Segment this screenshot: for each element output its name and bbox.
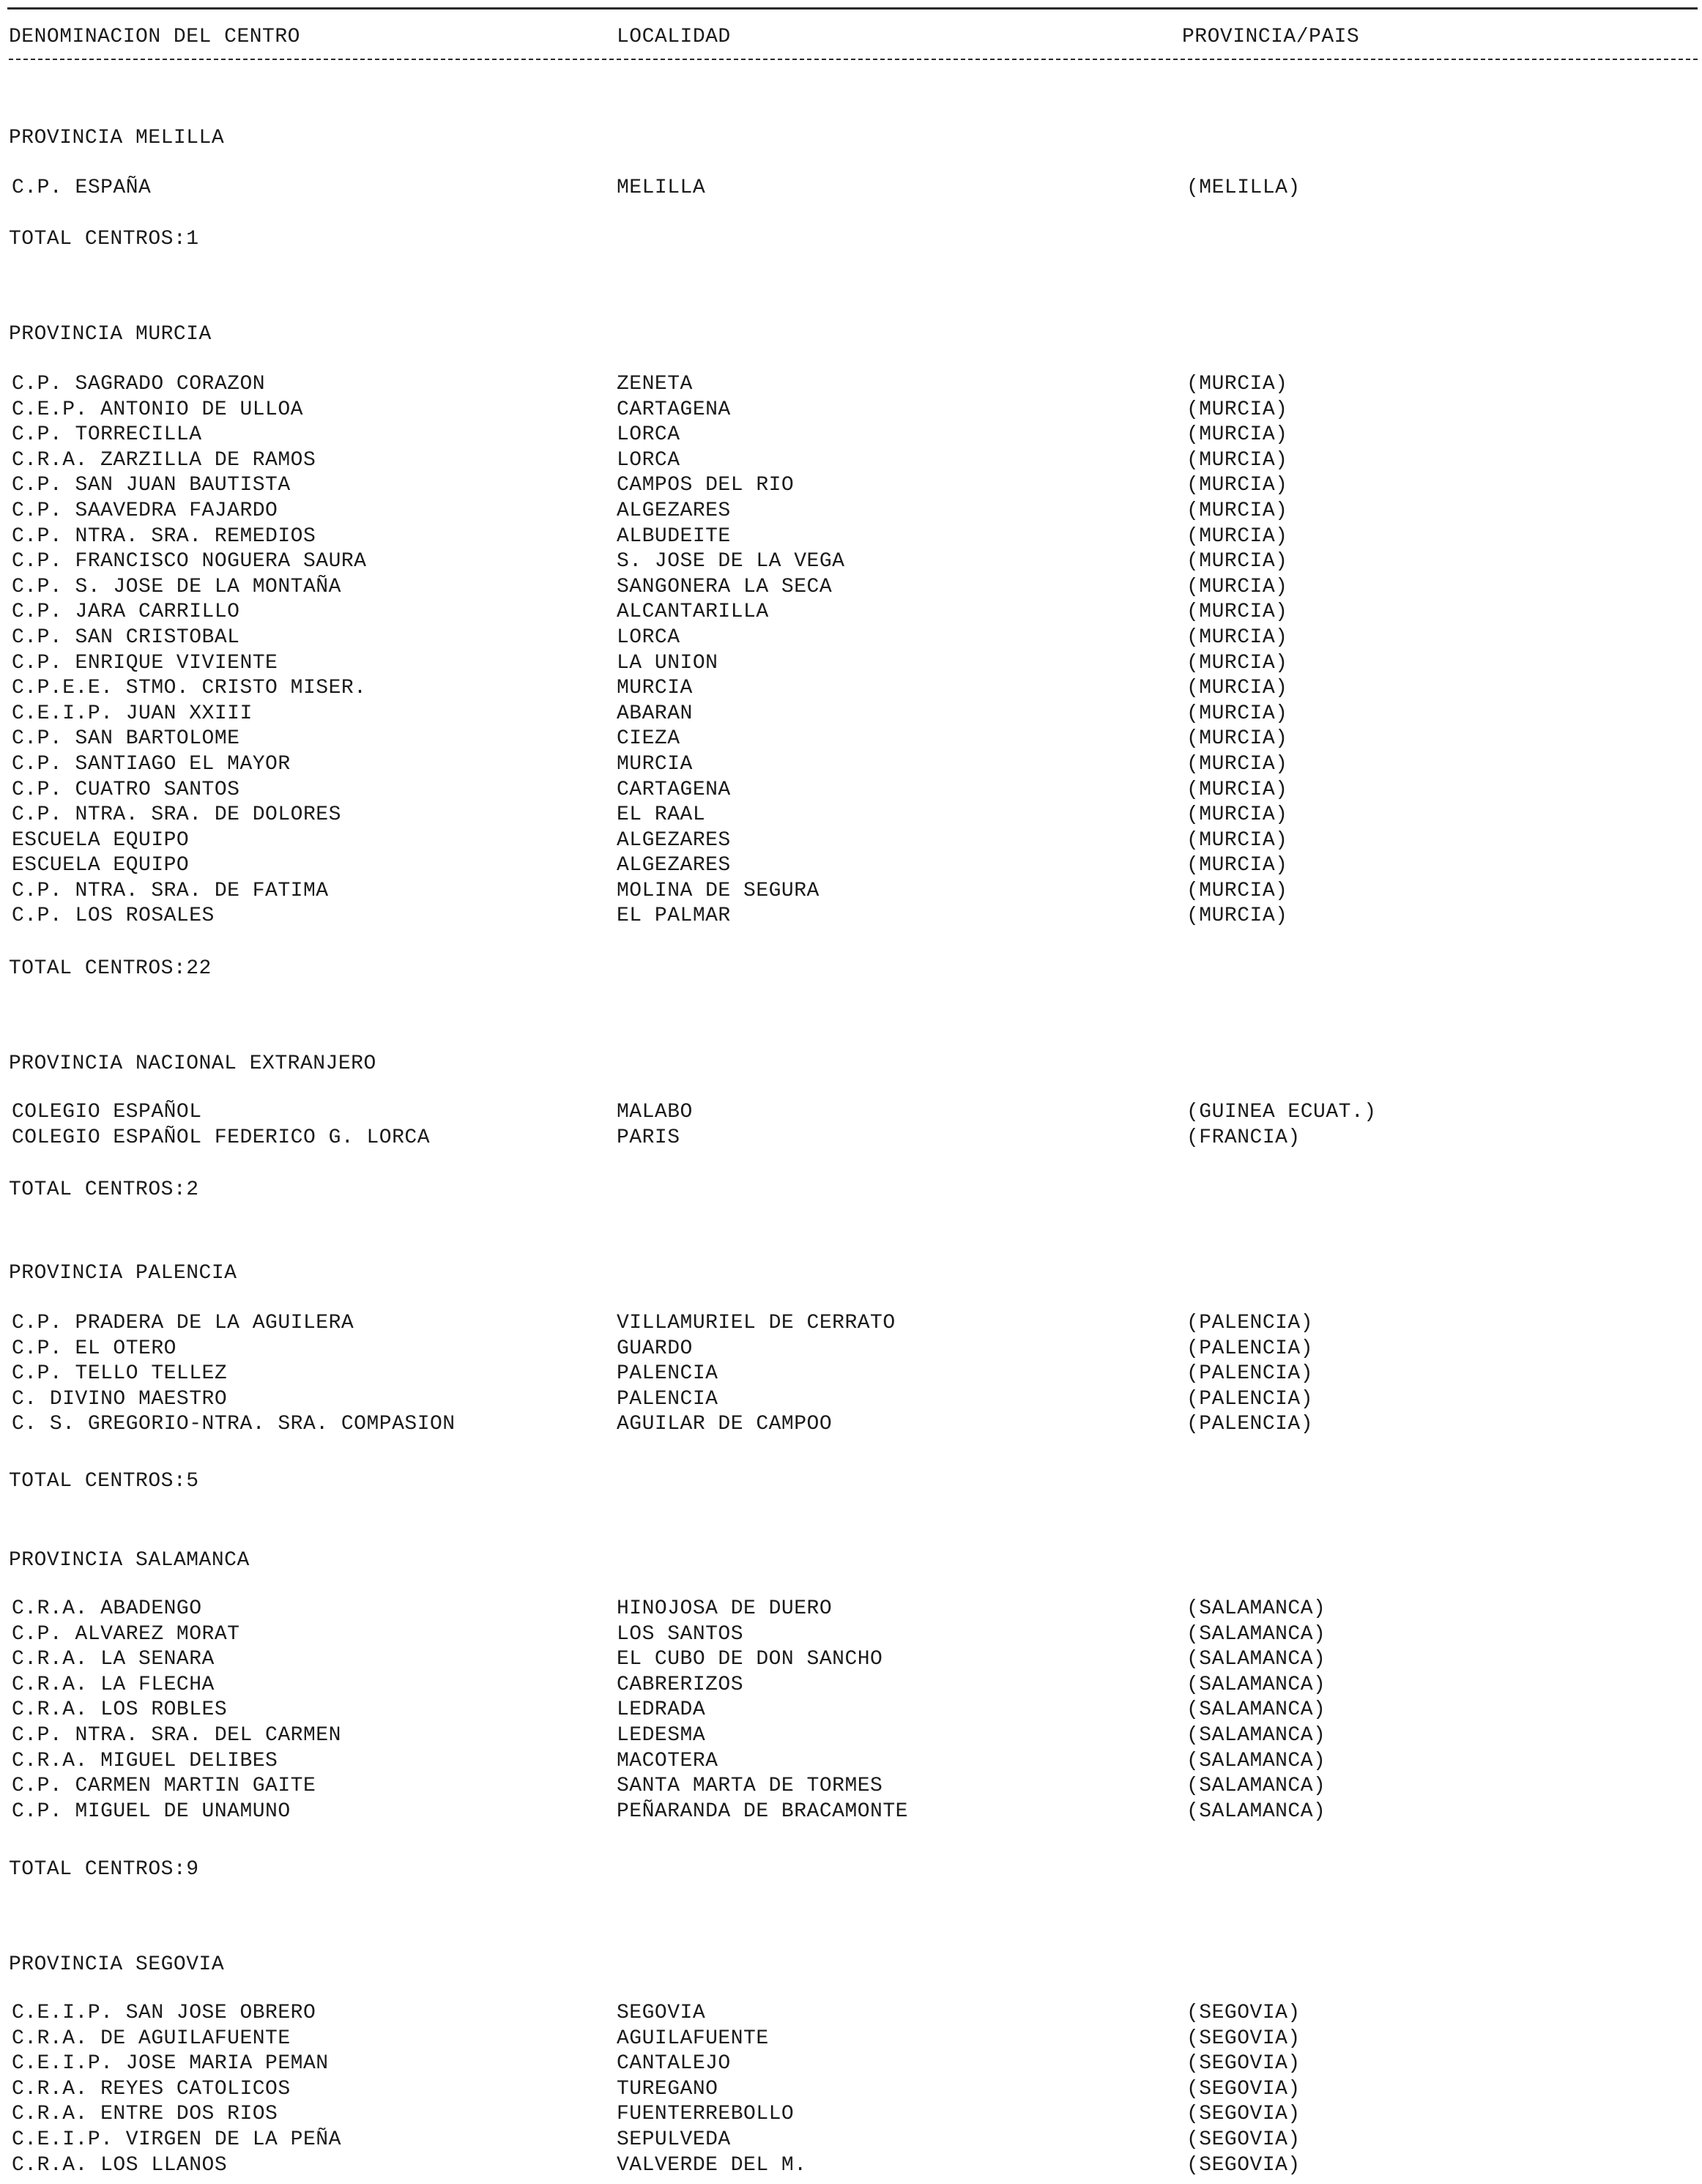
center-name-cell: C.E.P. ANTONIO DE ULLOA [12,398,303,421]
table-row [0,372,1702,398]
province-cell: (SEGOVIA) [1186,2128,1301,2151]
table-row [0,1647,1702,1673]
province-cell: (MURCIA) [1186,550,1288,573]
section-rows [0,372,1702,929]
locality-cell: MACOTERA [617,1749,718,1772]
table-row [0,1622,1702,1648]
center-name-cell: C.R.A. ENTRE DOS RIOS [12,2103,278,2126]
province-cell: (MURCIA) [1186,828,1288,852]
province-cell: (MURCIA) [1186,448,1288,472]
locality-cell: ALGEZARES [617,828,731,852]
province-cell: (PALENCIA) [1186,1387,1314,1411]
center-name-cell: C.R.A. REYES CATOLICOS [12,2077,291,2101]
center-name-cell: C.P.E.E. STMO. CRISTO MISER. [12,677,367,700]
center-name-cell: C.P. NTRA. SRA. REMEDIOS [12,524,316,548]
table-row [0,676,1702,702]
table-row [0,1723,1702,1749]
locality-cell: EL RAAL [617,803,706,827]
center-name-cell: C.R.A. LOS LLANOS [12,2153,228,2177]
locality-cell: S. JOSE DE LA VEGA [617,550,845,573]
province-cell: (SALAMANCA) [1186,1673,1326,1696]
locality-cell: MELILLA [617,177,706,199]
province-cell: (MURCIA) [1186,651,1288,675]
locality-cell: LOS SANTOS [617,1622,744,1646]
table-row [0,176,1702,201]
locality-cell: MURCIA [617,677,693,700]
center-name-cell: C.E.I.P. JOSE MARIA PEMAN [12,2052,329,2076]
section-title: PROVINCIA NACIONAL EXTRANJERO [9,1052,376,1075]
table-row [0,904,1702,929]
center-name-cell: C.P. ESPAÑA [12,177,152,199]
locality-cell: CARTAGENA [617,398,731,421]
center-name-cell: C.R.A. ABADENGO [12,1597,202,1620]
center-name-cell: C.P. FRANCISCO NOGUERA SAURA [12,550,367,573]
province-cell: (SALAMANCA) [1186,1622,1326,1646]
center-name-cell: C.P. JARA CARRILLO [12,601,240,624]
locality-cell: ALGEZARES [617,499,731,522]
table-row [0,1799,1702,1825]
center-name-cell: C.P. MIGUEL DE UNAMUNO [12,1799,291,1823]
province-cell: (MURCIA) [1186,373,1288,395]
section-rows [0,176,1702,201]
center-name-cell: C.E.I.P. SAN JOSE OBRERO [12,2002,316,2024]
table-row [0,1749,1702,1775]
section-rows [0,1597,1702,1824]
center-name-cell: C.P. SANTIAGO EL MAYOR [12,752,291,776]
province-cell: (MURCIA) [1186,499,1288,522]
table-row [0,549,1702,575]
table-row [0,2128,1702,2153]
province-cell: (PALENCIA) [1186,1413,1314,1436]
table-row [0,1387,1702,1413]
header-locality: LOCALIDAD [617,26,731,48]
locality-cell: CAMPOS DEL RIO [617,474,795,497]
table-row [0,473,1702,499]
locality-cell: LORCA [617,625,680,649]
table-row [0,2001,1702,2027]
province-cell: (MURCIA) [1186,702,1288,725]
locality-cell: LORCA [617,448,680,472]
section-title: PROVINCIA MURCIA [9,323,212,346]
province-cell: (SEGOVIA) [1186,2077,1301,2101]
province-cell: (SALAMANCA) [1186,1648,1326,1671]
province-cell: (MURCIA) [1186,803,1288,827]
center-name-cell: C.P. SAN JUAN BAUTISTA [12,474,291,497]
table-row [0,2153,1702,2179]
locality-cell: CIEZA [617,727,680,751]
table-row [0,778,1702,803]
province-cell: (SALAMANCA) [1186,1775,1326,1798]
section-rows [0,2001,1702,2178]
center-name-cell: C.P. S. JOSE DE LA MONTAÑA [12,575,341,598]
table-row [0,803,1702,828]
center-name-cell: C.P. NTRA. SRA. DE DOLORES [12,803,341,827]
table-row [0,2102,1702,2128]
province-cell: (MURCIA) [1186,625,1288,649]
section-title: PROVINCIA MELILLA [9,127,225,149]
locality-cell: PARIS [617,1126,680,1149]
province-cell: (PALENCIA) [1186,1337,1314,1360]
center-name-cell: C.P. CARMEN MARTIN GAITE [12,1775,316,1798]
center-name-cell: COLEGIO ESPAÑOL FEDERICO G. LORCA [12,1126,430,1149]
section-rows [0,1311,1702,1438]
section-title: PROVINCIA PALENCIA [9,1262,237,1285]
table-row [0,2051,1702,2077]
section-total: TOTAL CENTROS:22 [9,957,212,980]
province-cell: (MURCIA) [1186,423,1288,447]
table-row [0,727,1702,752]
section-total: TOTAL CENTROS:2 [9,1178,199,1201]
table-row [0,1362,1702,1387]
province-cell: (SALAMANCA) [1186,1698,1326,1722]
province-cell: (PALENCIA) [1186,1362,1314,1386]
locality-cell: ABARAN [617,702,693,725]
locality-cell: LEDRADA [617,1698,706,1722]
table-row [0,1673,1702,1698]
locality-cell: GUARDO [617,1337,693,1360]
center-name-cell: C.E.I.P. VIRGEN DE LA PEÑA [12,2128,341,2151]
center-name-cell: C.P. TELLO TELLEZ [12,1362,228,1386]
header-dash-rule [9,59,1698,60]
locality-cell: ALGEZARES [617,854,731,877]
center-name-cell: C.R.A. DE AGUILAFUENTE [12,2027,291,2050]
section-total: TOTAL CENTROS:5 [9,1470,199,1493]
center-name-cell: ESCUELA EQUIPO [12,854,190,877]
table-row [0,448,1702,474]
province-cell: (MURCIA) [1186,601,1288,624]
locality-cell: FUENTERREBOLLO [617,2103,795,2126]
locality-cell: SANGONERA LA SECA [617,575,833,598]
section-title: PROVINCIA SEGOVIA [9,1953,225,1976]
header-province: PROVINCIA/PAIS [1182,26,1360,48]
province-cell: (MURCIA) [1186,727,1288,751]
center-name-cell: C.P. SAGRADO CORAZON [12,373,266,395]
table-row [0,1100,1702,1126]
section-rows [0,1100,1702,1151]
province-cell: (MURCIA) [1186,575,1288,598]
center-name-cell: C.P. NTRA. SRA. DE FATIMA [12,879,329,902]
locality-cell: VILLAMURIEL DE CERRATO [617,1312,896,1334]
center-name-cell: C.P. SAAVEDRA FAJARDO [12,499,278,522]
table-row [0,600,1702,625]
locality-cell: MOLINA DE SEGURA [617,879,820,902]
locality-cell: LORCA [617,423,680,447]
table-row [0,524,1702,550]
locality-cell: MURCIA [617,752,693,776]
province-cell: (SALAMANCA) [1186,1723,1326,1747]
center-name-cell: C.P. EL OTERO [12,1337,176,1360]
locality-cell: MALABO [617,1101,693,1123]
center-name-cell: C.P. SAN BARTOLOME [12,727,240,751]
locality-cell: PEÑARANDA DE BRACAMONTE [617,1799,908,1823]
table-row [0,1597,1702,1622]
province-cell: (SALAMANCA) [1186,1799,1326,1823]
table-row [0,1311,1702,1337]
table-row [0,1698,1702,1723]
locality-cell: EL CUBO DE DON SANCHO [617,1648,883,1671]
table-row [0,1774,1702,1799]
locality-cell: CARTAGENA [617,778,731,801]
locality-cell: CANTALEJO [617,2052,731,2076]
center-name-cell: C.R.A. MIGUEL DELIBES [12,1749,278,1772]
center-name-cell: C.P. TORRECILLA [12,423,202,447]
province-cell: (SALAMANCA) [1186,1597,1326,1620]
center-name-cell: COLEGIO ESPAÑOL [12,1101,202,1123]
table-row [0,423,1702,448]
locality-cell: SEPULVEDA [617,2128,731,2151]
province-cell: (MURCIA) [1186,905,1288,928]
center-name-cell: C.E.I.P. JUAN XXIII [12,702,253,725]
province-cell: (SEGOVIA) [1186,2002,1301,2024]
locality-cell: ALBUDEITE [617,524,731,548]
table-row [0,702,1702,727]
section-total: TOTAL CENTROS:1 [9,228,199,250]
locality-cell: ALCANTARILLA [617,601,769,624]
table-row [0,853,1702,879]
center-name-cell: C.P. SAN CRISTOBAL [12,625,240,649]
province-cell: (MURCIA) [1186,854,1288,877]
province-cell: (MURCIA) [1186,474,1288,497]
locality-cell: LEDESMA [617,1723,706,1747]
center-name-cell: C.P. CUATRO SANTOS [12,778,240,801]
center-name-cell: C.P. NTRA. SRA. DEL CARMEN [12,1723,341,1747]
locality-cell: AGUILAR DE CAMPOO [617,1413,833,1436]
table-row [0,1337,1702,1362]
center-name-cell: C.R.A. LA SENARA [12,1648,215,1671]
center-name-cell: ESCUELA EQUIPO [12,828,190,852]
province-cell: (MURCIA) [1186,677,1288,700]
center-name-cell: C.R.A. LOS ROBLES [12,1698,228,1722]
province-cell: (SALAMANCA) [1186,1749,1326,1772]
province-cell: (MURCIA) [1186,778,1288,801]
province-cell: (MURCIA) [1186,752,1288,776]
table-row [0,2027,1702,2052]
center-name-cell: C.P. ENRIQUE VIVIENTE [12,651,278,675]
center-name-cell: C.P. LOS ROSALES [12,905,215,928]
center-name-cell: C.R.A. LA FLECHA [12,1673,215,1696]
province-cell: (SEGOVIA) [1186,2103,1301,2126]
table-row [0,879,1702,905]
province-cell: (GUINEA ECUAT.) [1186,1101,1377,1123]
center-name-cell: C.R.A. ZARZILLA DE RAMOS [12,448,316,472]
province-cell: (PALENCIA) [1186,1312,1314,1334]
locality-cell: PALENCIA [617,1387,718,1411]
section-total: TOTAL CENTROS:9 [9,1858,199,1881]
header-center-name: DENOMINACION DEL CENTRO [9,26,300,48]
province-cell: (SEGOVIA) [1186,2027,1301,2050]
table-row [0,828,1702,854]
top-rule [7,7,1698,10]
locality-cell: EL PALMAR [617,905,731,928]
province-cell: (FRANCIA) [1186,1126,1301,1149]
locality-cell: AGUILAFUENTE [617,2027,769,2050]
table-row [0,625,1702,651]
locality-cell: HINOJOSA DE DUERO [617,1597,833,1620]
table-row [0,1126,1702,1151]
center-name-cell: C.P. ALVAREZ MORAT [12,1622,240,1646]
locality-cell: VALVERDE DEL M. [617,2153,807,2177]
province-cell: (MELILLA) [1186,177,1301,199]
table-row [0,575,1702,601]
center-name-cell: C. DIVINO MAESTRO [12,1387,228,1411]
center-name-cell: C.P. PRADERA DE LA AGUILERA [12,1312,354,1334]
province-cell: (MURCIA) [1186,398,1288,421]
table-row [0,752,1702,778]
locality-cell: SEGOVIA [617,2002,706,2024]
table-row [0,499,1702,524]
table-row [0,1412,1702,1438]
locality-cell: CABRERIZOS [617,1673,744,1696]
locality-cell: LA UNION [617,651,718,675]
locality-cell: ZENETA [617,373,693,395]
table-row [0,651,1702,677]
locality-cell: TUREGANO [617,2077,718,2101]
table-row [0,398,1702,423]
province-cell: (SEGOVIA) [1186,2153,1301,2177]
table-row [0,2077,1702,2103]
province-cell: (MURCIA) [1186,879,1288,902]
locality-cell: SANTA MARTA DE TORMES [617,1775,883,1798]
province-cell: (MURCIA) [1186,524,1288,548]
center-name-cell: C. S. GREGORIO-NTRA. SRA. COMPASION [12,1413,456,1436]
section-title: PROVINCIA SALAMANCA [9,1549,250,1572]
province-cell: (SEGOVIA) [1186,2052,1301,2076]
locality-cell: PALENCIA [617,1362,718,1386]
